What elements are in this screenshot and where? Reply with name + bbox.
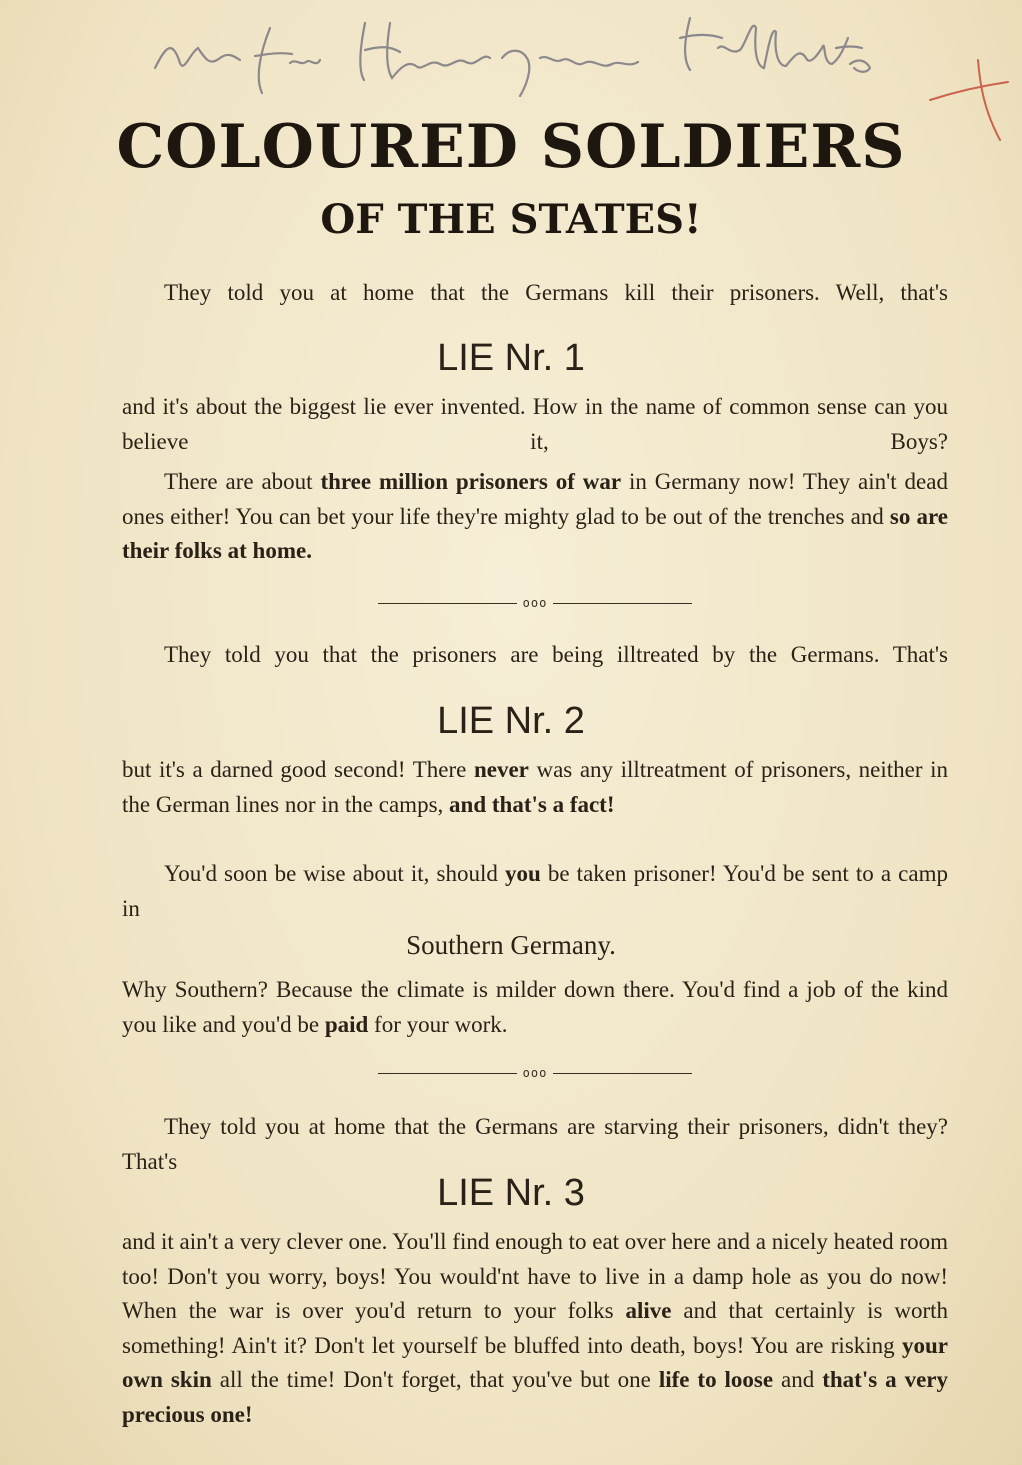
leaflet-title: COLOURED SOLDIERS [116, 112, 906, 182]
lie-heading-1: LIE Nr. 1 [437, 337, 585, 379]
section1-intro: They told you at home that the Germans kill their prisoners. Well, that's [164, 280, 948, 305]
section2-paragraph-1: but it's a darned good second! There never was any illtreatment of prisoners, neither in the German lines nor in the camps, and that's a fact! [122, 757, 948, 817]
section2-intro: They told you that the prisoners are being illtreated by the Germans. That's [164, 642, 948, 667]
section1-paragraph-2: There are about three million prisoners of war in Germany now! They ain't dead ones either! You can bet your life they're mighty glad to be out of the trenches and so are their folks at home. [122, 469, 948, 563]
handwritten-annotation [150, 8, 890, 100]
section1-paragraph-1: and it's about the biggest lie ever invented. How in the name of common sense can you believe it, Boys? [122, 394, 948, 454]
southern-germany-heading: Southern Germany. [406, 930, 616, 960]
section-divider-1: ooo [378, 596, 692, 610]
lie-heading-3: LIE Nr. 3 [437, 1172, 585, 1214]
section2-paragraph-2: You'd soon be wise about it, should you be taken prisoner! You'd be sent to a camp in [122, 861, 948, 921]
section-divider-2: ooo [378, 1066, 692, 1080]
leaflet-subtitle: OF THE STATES! [320, 196, 702, 243]
section3-paragraph-1: and it ain't a very clever one. You'll find enough to eat over here and a nicely heated room too! Don't you worry, boys! You would'nt have to live in a damp hole as you do now! When the war is over you'd return to your folks alive and that certainly is worth something! Ain't it? Don't let yourself be bluffed into death, boys! You are risking your own skin all the time! Don't forget, that you've but one life to loose and that's a very precious one! [122, 1229, 948, 1427]
section3-intro: They told you at home that the Germans are starving their prisoners, didn't they? That's [122, 1114, 948, 1174]
lie-heading-2: LIE Nr. 2 [437, 700, 585, 742]
section2-paragraph-3: Why Southern? Because the climate is milder down there. You'd find a job of the kind you like and you'd be paid for your work. [122, 977, 948, 1037]
